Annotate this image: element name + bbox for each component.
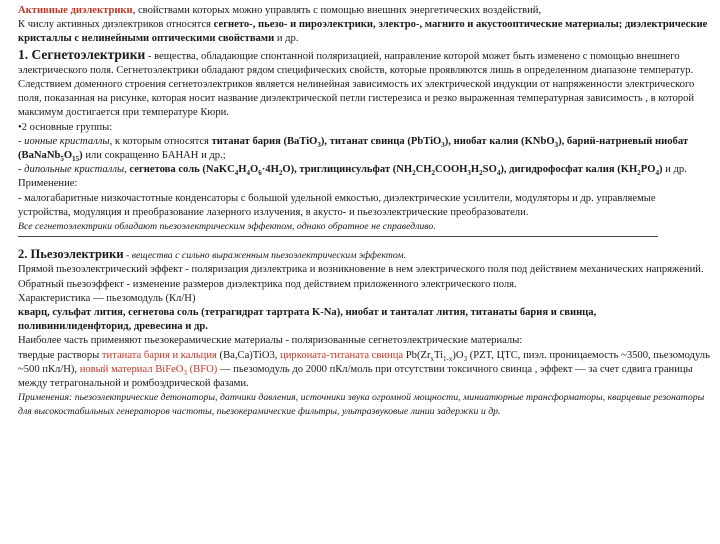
dipole-3: триглицинсульфат (NH [299,164,413,176]
ionic-4-b: Nb [46,150,61,162]
section-2-ceramics-intro: Наиболее часть применяют пьезокерамические материалы - поляризованные сегнетоэлектрические материалы: [18,335,523,347]
ionic-2-sub: 3 [441,140,445,149]
section-2-subtitle: - вещества с сильно выраженным пьезоэлектрическим эффектом. [123,250,407,262]
dipole-3-s1: 2 [412,169,416,178]
dipole-2-d: ·4H [261,164,279,176]
pzt-formula-a: Pb(Zr [403,349,431,361]
intro-list: сегнето-, пьезо- и пироэлектрики, электро-, магнито и акустооптические материалы; диэлектрические кристаллы с нелинейными оптическими свойствами [18,19,708,45]
dipole-connector: , [124,164,130,176]
dipole-1: сегнетова соль [129,164,200,176]
bfo-name: новый материал BiFeO [79,363,184,375]
section-2-materials-list: кварц, сульфат лития, сегнетова соль (тетрагидрат тартрата K-Na), ниобат и танталат лития, титанаты бария и свинца, поливинилиденфторид, древесина и др. [18,307,597,333]
section-1-number: 1. [18,46,32,62]
pzt-properties: (PZT, ЦТС, пиэл. проницаемость ~3500, пьезомодуль ~500 пКл/Н), [18,349,710,375]
section-1-note: Все сегнетоэлектрики обладают пьезоэлектрическим эффектом, однако обратное не справедливо. [18,221,436,233]
dipole-2-s3: 6 [258,169,262,178]
ionic-1-sub: 3 [317,140,321,149]
dipole-3-s6: 2 [637,169,641,178]
dipole-3-h: ) [658,164,663,176]
pzt-sub-3: 3 [463,354,468,363]
section-1-dipole-group [18,163,710,177]
ionic-3-sub: 3 [554,140,559,149]
dipole-3-d: H [470,164,480,176]
section-1-groups-label: •2 основные группы: [18,121,113,133]
section-2-number: 2. [18,247,31,262]
section-2-solid-solutions [18,349,710,392]
section-1-applications-text: - малогабаритные низкочастотные конденсаторы с большой удельной емкостью, диэлектрические усилители, модуляторы и др. управляемые устройства, модуляция и преобразование лазерного излучения, в акусто- и пьезоэлектрические преобразователи. [18,192,656,218]
section-divider [18,236,658,237]
dipole-2-b: H [238,164,247,176]
section-1-title: Сегнетоэлектрики [31,46,146,62]
bfo-sub: 3 [183,368,187,377]
dipole-tail: и др. [662,164,687,176]
pzt-formula-b: Ti [433,349,444,361]
dipole-2-s4: 2 [278,169,283,178]
ionic-1: титанат бария (BaTiO [211,135,318,147]
dipole-3-s2: 2 [431,169,436,178]
dipole-2-s2: 4 [246,169,251,178]
section-1-domain-paragraph: Следствием доменного строения сегнетоэлектриков является нелинейная зависимость их электрической индукции от напряженности электрического поля, показанная на рисунке, которая носит название диэлектрической петли гистерезиса и резко выраженная температурная зависимость , в которой максимум достигается при температуре Кюри. [18,79,695,119]
bfo-abbrev: (BFO) [186,363,218,375]
ionic-1-end: ), титанат свинца (PbTiO [320,135,442,147]
dipole-3-s5: 4 [496,169,501,178]
dipole-2-e: O), [282,164,300,176]
ionic-3-end: ), барий-натриевый ниобат (Ba [18,135,689,162]
ionic-connector: , к которым относятся [109,135,212,147]
section-2-title: Пьезоэлектрики [30,247,124,262]
dipole-2: (NaKC [199,164,235,176]
ionic-4-c: O [63,150,73,162]
dipole-3-g: PO [640,164,656,176]
ionic-2-end: ), ниобат калия (KNbO [444,135,555,147]
ionic-4-sub1: 5 [60,155,64,164]
bct-formula: (Ba,Ca)TiO3, [216,349,281,361]
dipole-3-s7: 4 [655,169,659,178]
pzt-sub-1-x: 1-x [443,354,453,363]
dipole-2-s1: 4 [234,169,239,178]
ionic-tail: или сокращенно БАНАН и др.; [82,150,226,162]
solid-solutions-prefix: твердые растворы [18,349,102,361]
intro-text-1: , свойствами которых можно управлять с помощью внешних энергетических воздействий, [132,5,542,16]
dipole-3-s3: 3 [467,169,471,178]
ionic-prefix: - ионные кристаллы [18,135,110,147]
section-2-characteristic: Характеристика — пьезомодуль (Кл/Н) [18,292,196,304]
dipole-list [129,164,663,178]
bfo-properties: — пьезомодуль до 2000 пКл/моль при отсутствии токсичного свинца , эффект — за счет сдвига границы между тетрагональной и ромбоэдрической фазами. [18,363,693,390]
section-2-applications: Применения: пьезоэлектрические детонаторы, датчики давления, источники звука огромной мощности, миниатюрные трансформаторы, кварцевые резонаторы для высокостабильных генераторов частоты, пьезокерамические фильтры, ультразвуковые линии задержки и др. [18,392,705,418]
pzt-name: цирконата-титаната свинца [280,349,404,361]
pzt-sub-x: x [430,354,434,363]
section-1-ionic-group [18,135,710,163]
intro-text-4: и др. [274,33,299,45]
section-2-heading [18,247,710,263]
dipole-3-b: CH [415,164,432,176]
pzt-formula-c: )O [452,349,464,361]
ionic-4-end: ) [79,150,83,162]
dipole-3-c: COOH [435,164,468,176]
dipole-3-e: SO [482,164,497,176]
section-1-definition: - вещества, обладающие спонтанной поляризацией, направление которой может быть изменено с помощью внешнего электрического поля. Сегнетоэлектрики обладают рядом специфических свойств, которые проявляются лишь в определенном диапазоне температур. [18,50,694,76]
section-1-heading [18,47,710,78]
intro-paragraph [18,4,710,47]
intro-text-2: К числу активных диэлектриков относятся [18,19,214,31]
section-2-effect-paragraph: Прямой пьезоэлектрический эффект - поляризация диэлектрика и возникновение в нем электрического поля под действием механических напряжений. Обратный пьезоэффект - изменение размеров диэлектрика под действием приложенного электрического поля. [18,264,704,290]
intro-title: Активные диэлектрики [18,5,133,16]
dipole-3-f: ), дигидрофосфат калия (KH [500,164,638,176]
section-1-applications-label: Применение: [18,178,78,190]
dipole-2-c: O [250,164,259,176]
ionic-4-sub2: 15 [72,155,80,164]
ionic-4-a: Na [33,150,47,162]
dipole-prefix: - дипольные кристаллы [18,164,125,176]
bct-name: титаната бария и кальция [101,349,217,361]
dipole-3-s4: 2 [479,169,483,178]
